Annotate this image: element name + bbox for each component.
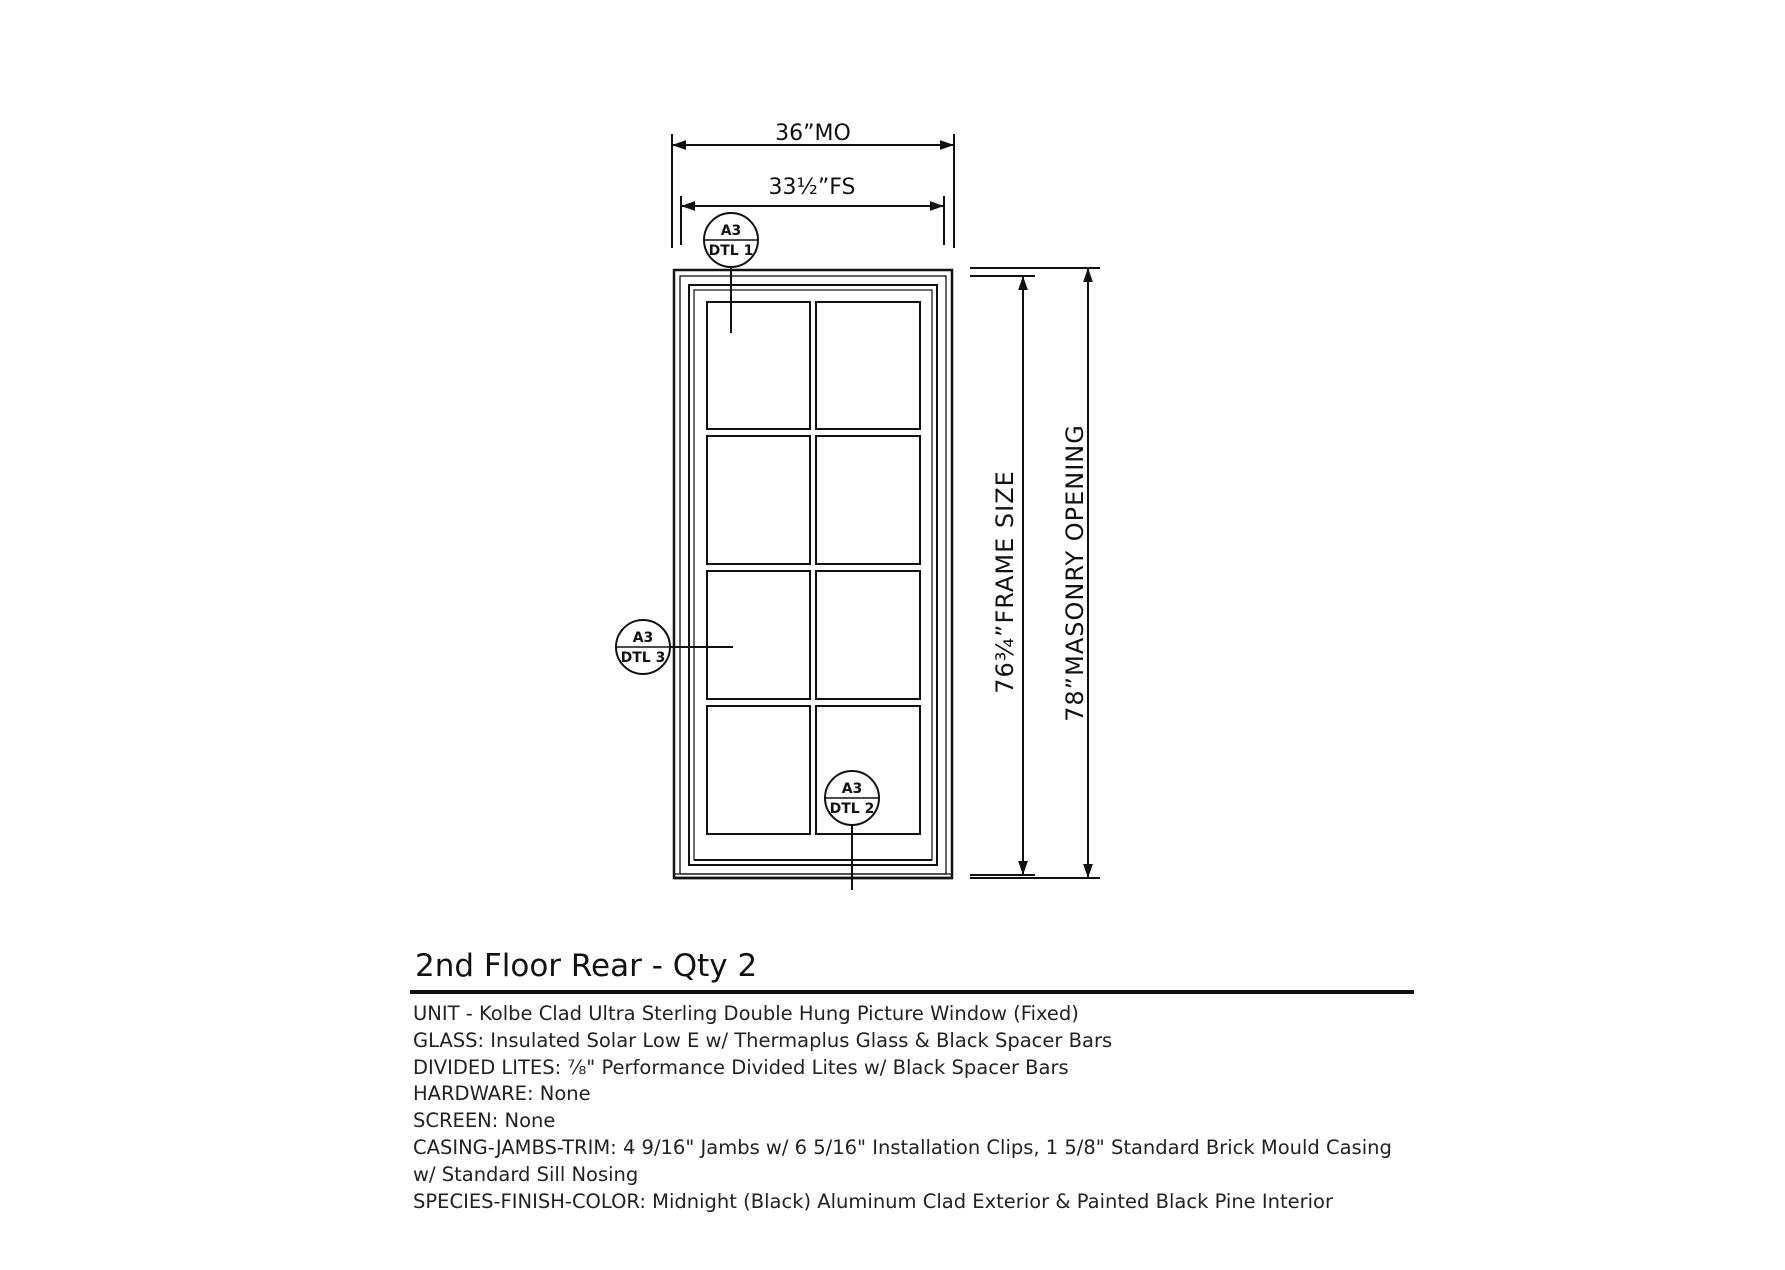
lite-1 [707,302,810,429]
spec-screen: SCREEN: None [413,1109,556,1133]
masonry-height-label: 78”MASONRY OPENING [1061,424,1089,722]
lite-5 [707,571,810,699]
spec-glass: GLASS: Insulated Solar Low E w/ Thermaplus Glass & Black Spacer Bars [413,1028,1113,1052]
frame-width-label: 33½”FS [768,175,856,200]
spec-species-finish-color: SPECIES-FINISH-COLOR: Midnight (Black) Aluminum Clad Exterior & Painted Black Pine Interior [413,1189,1334,1213]
detail-tag-1-sheet: A3 [720,223,742,239]
detail-tag-2 [825,771,879,890]
detail-tag-3-number: DTL 3 [620,650,666,666]
detail-tag-2-number: DTL 2 [829,801,875,817]
drawing-title: 2nd Floor Rear - Qty 2 [415,948,758,984]
lite-2 [816,302,920,429]
detail-tag-2-sheet: A3 [841,781,863,797]
detail-tag-1-number: DTL 1 [708,243,754,259]
spec-casing-jambs-trim: CASING-JAMBS-TRIM: 4 9/16" Jambs w/ 6 5/16" Installation Clips, 1 5/8" Standard Brick Mould Casing [413,1135,1392,1159]
frame-height-label: 76¾”FRAME SIZE [991,470,1019,694]
detail-tag-3-sheet: A3 [632,630,654,646]
lite-3 [707,436,810,564]
spec-notes [413,1001,1413,1215]
spec-unit: UNIT - Kolbe Clad Ultra Sterling Double Hung Picture Window (Fixed) [413,1002,1079,1025]
lite-4 [816,436,920,564]
spec-hardware: HARDWARE: None [413,1082,591,1106]
spec-casing-continued: w/ Standard Sill Nosing [413,1162,639,1186]
lite-6 [816,571,920,699]
title-underline [410,990,1414,994]
window-frame [674,270,952,878]
spec-divided-lites: DIVIDED LITES: ⅞" Performance Divided Lites w/ Black Spacer Bars [413,1055,1069,1079]
divided-lites [707,302,920,834]
detail-tag-1 [704,213,758,333]
masonry-width-label: 36”MO [775,121,851,146]
lite-7 [707,706,810,834]
